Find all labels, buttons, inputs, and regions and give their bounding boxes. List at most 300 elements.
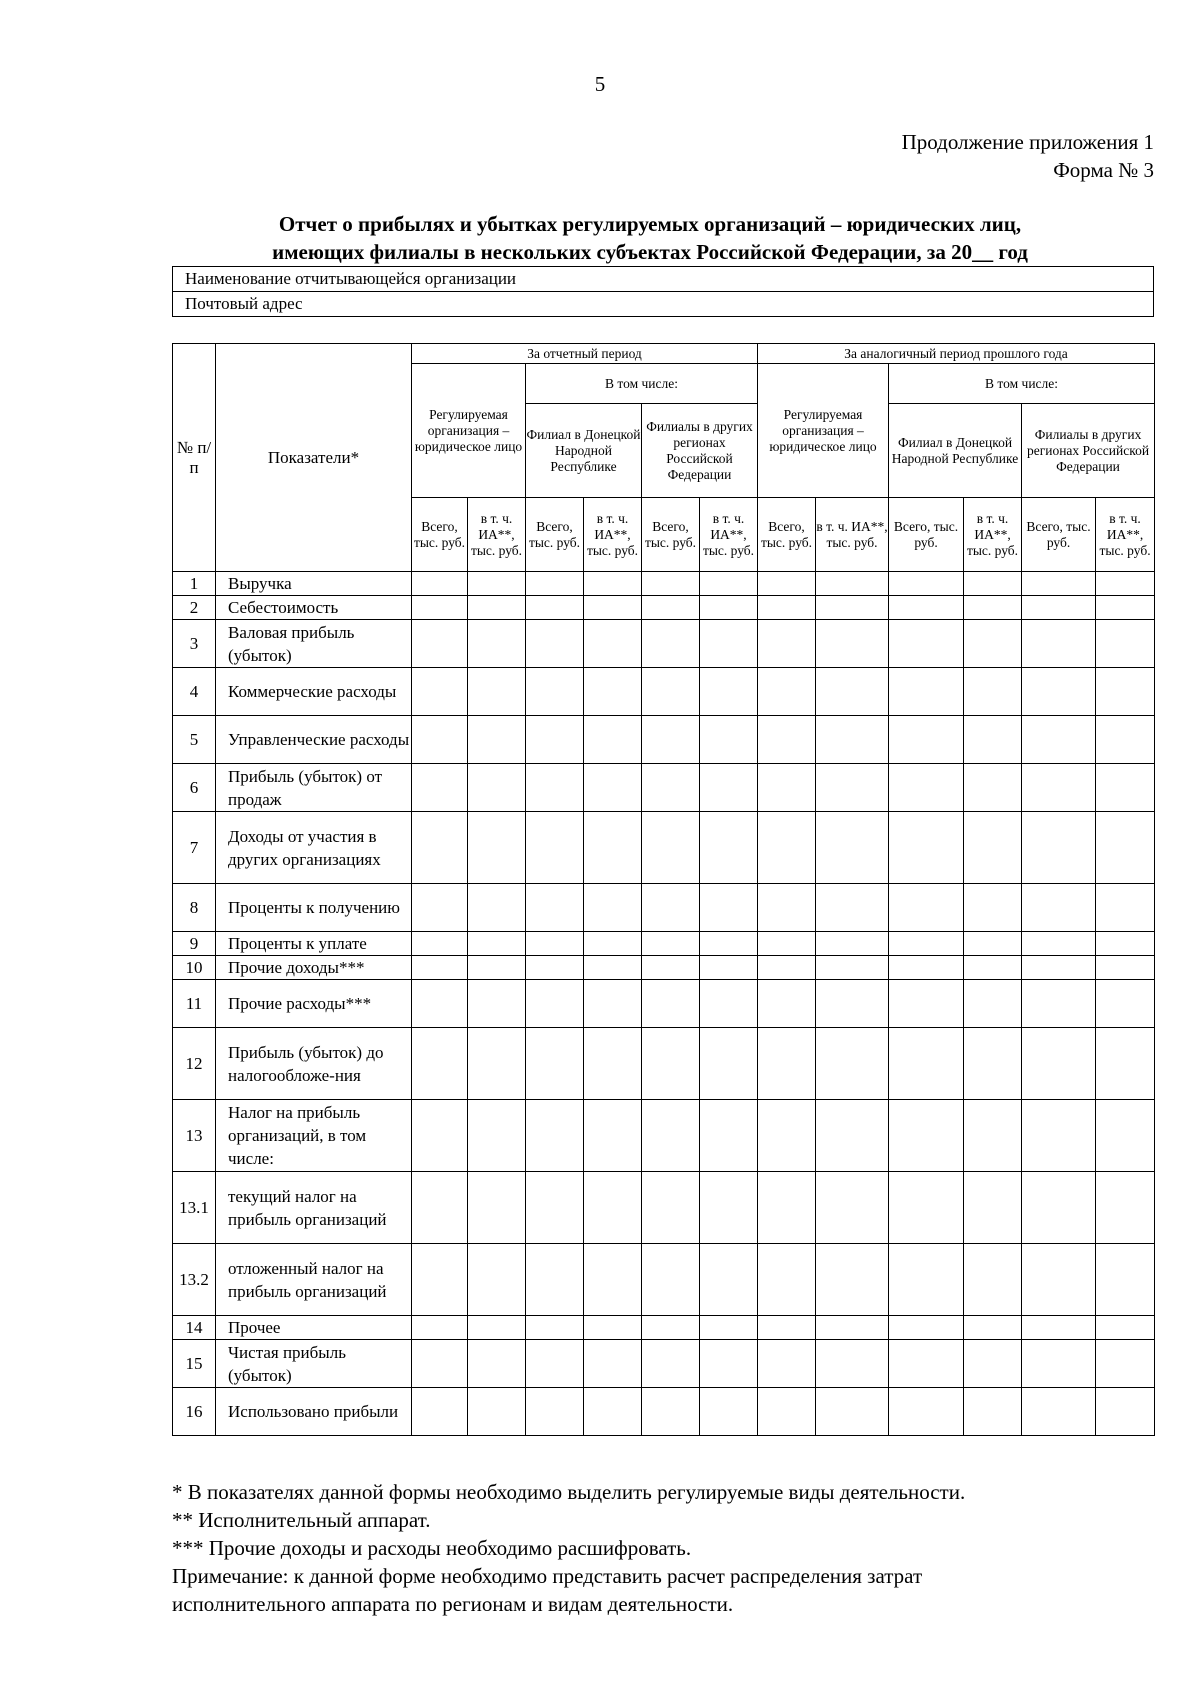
value-cell[interactable] [642,620,700,668]
table-row [173,1244,1155,1316]
value-cell[interactable] [642,1028,700,1100]
row-indicator-label: отложенный налог на прибыль организаций [216,1244,412,1316]
value-cell[interactable] [700,932,758,956]
value-cell[interactable] [816,1340,889,1388]
value-cell[interactable] [889,1388,964,1436]
value-cell[interactable] [1096,956,1155,980]
row-indicator-label: Проценты к получению [216,884,412,932]
col-header-current-period: За отчетный период [412,344,758,364]
col-header-total: Всего, тыс. руб. [642,498,700,572]
table-row [173,1028,1155,1100]
value-cell[interactable] [584,1340,642,1388]
value-cell[interactable] [412,932,468,956]
value-cell[interactable] [700,716,758,764]
value-cell[interactable] [758,1340,816,1388]
value-cell[interactable] [816,620,889,668]
value-cell[interactable] [412,1172,468,1244]
row-number: 16 [173,1388,216,1436]
value-cell[interactable] [468,980,526,1028]
value-cell[interactable] [964,1028,1022,1100]
value-cell[interactable] [816,716,889,764]
value-cell[interactable] [700,668,758,716]
value-cell[interactable] [1096,764,1155,812]
value-cell[interactable] [642,668,700,716]
value-cell[interactable] [889,1340,964,1388]
row-indicator-label: Чистая прибыль (убыток) [216,1340,412,1388]
value-cell[interactable] [964,1244,1022,1316]
value-cell[interactable] [412,716,468,764]
value-cell[interactable] [964,716,1022,764]
value-cell[interactable] [584,884,642,932]
value-cell[interactable] [412,1340,468,1388]
row-indicator-label: Прочие доходы*** [216,956,412,980]
col-header-including: В том числе: [526,364,758,404]
value-cell[interactable] [1022,1028,1096,1100]
value-cell[interactable] [584,812,642,884]
value-cell[interactable] [758,956,816,980]
value-cell[interactable] [700,1388,758,1436]
value-cell[interactable] [642,596,700,620]
table-row [173,1316,1155,1340]
value-cell[interactable] [468,1316,526,1340]
row-number: 9 [173,932,216,956]
title-line-1: Отчет о прибылях и убытках регулируемых организаций – юридических лиц, [278,212,1022,236]
value-cell[interactable] [700,1340,758,1388]
footnote: ** Исполнительный аппарат. [172,1508,431,1532]
value-cell[interactable] [468,1172,526,1244]
value-cell[interactable] [816,1100,889,1172]
report-table [172,343,1155,1436]
value-cell[interactable] [964,884,1022,932]
value-cell[interactable] [412,1316,468,1340]
value-cell[interactable] [468,812,526,884]
value-cell[interactable] [468,1028,526,1100]
value-cell[interactable] [758,1316,816,1340]
value-cell[interactable] [526,884,584,932]
title-line-2: имеющих филиалы в нескольких субъектах Российской Федерации, за 20__ год [272,240,1028,264]
value-cell[interactable] [642,572,700,596]
value-cell[interactable] [584,1100,642,1172]
value-cell[interactable] [642,764,700,812]
value-cell[interactable] [816,980,889,1028]
col-header-total: Всего, тыс. руб. [526,498,584,572]
value-cell[interactable] [584,596,642,620]
table-row [173,812,1155,884]
value-cell[interactable] [889,1244,964,1316]
col-header-total: Всего, тыс. руб. [1022,498,1096,572]
value-cell[interactable] [526,1340,584,1388]
value-cell[interactable] [1022,1388,1096,1436]
row-number: 1 [173,572,216,596]
appendix-caption [902,128,1154,184]
value-cell[interactable] [1096,980,1155,1028]
col-header-incl-ia: в т. ч. ИА**, тыс. руб. [816,498,889,572]
page-number: 5 [594,72,606,96]
value-cell[interactable] [1022,668,1096,716]
col-header-incl-ia: в т. ч. ИА**, тыс. руб. [1096,498,1155,572]
value-cell[interactable] [758,1388,816,1436]
value-cell[interactable] [964,812,1022,884]
value-cell[interactable] [526,716,584,764]
value-cell[interactable] [964,620,1022,668]
value-cell[interactable] [700,572,758,596]
value-cell[interactable] [700,1316,758,1340]
value-cell[interactable] [758,668,816,716]
col-header-num: № п/п [173,344,216,572]
appendix-line: Продолжение приложения 1 [901,130,1154,154]
value-cell[interactable] [642,980,700,1028]
value-cell[interactable] [1022,884,1096,932]
row-number: 13.1 [173,1172,216,1244]
value-cell[interactable] [584,1028,642,1100]
value-cell[interactable] [889,764,964,812]
value-cell[interactable] [816,956,889,980]
row-number: 2 [173,596,216,620]
row-indicator-label: текущий налог на прибыль организаций [216,1172,412,1244]
row-indicator-label: Управленческие расходы [216,716,412,764]
table-row [173,980,1155,1028]
value-cell[interactable] [758,884,816,932]
value-cell[interactable] [758,980,816,1028]
value-cell[interactable] [1096,596,1155,620]
value-cell[interactable] [964,1388,1022,1436]
value-cell[interactable] [412,956,468,980]
value-cell[interactable] [964,1340,1022,1388]
form-number: Форма № 3 [1053,158,1154,182]
col-header-branch-dnr: Филиал в Донецкой Народной Республике [526,404,642,498]
value-cell[interactable] [584,1316,642,1340]
value-cell[interactable] [642,812,700,884]
table-row [173,764,1155,812]
table-row [173,1388,1155,1436]
value-cell[interactable] [700,812,758,884]
col-header-indicator: Показатели* [216,344,412,572]
value-cell[interactable] [700,596,758,620]
value-cell[interactable] [412,1244,468,1316]
value-cell[interactable] [1096,1340,1155,1388]
value-cell[interactable] [758,932,816,956]
value-cell[interactable] [1022,620,1096,668]
value-cell[interactable] [889,980,964,1028]
value-cell[interactable] [700,1028,758,1100]
value-cell[interactable] [816,1172,889,1244]
value-cell[interactable] [1096,932,1155,956]
col-header-including: В том числе: [889,364,1155,404]
value-cell[interactable] [816,1316,889,1340]
value-cell[interactable] [642,1388,700,1436]
value-cell[interactable] [758,764,816,812]
value-cell[interactable] [412,572,468,596]
value-cell[interactable] [700,884,758,932]
value-cell[interactable] [468,764,526,812]
row-number: 7 [173,812,216,884]
value-cell[interactable] [889,884,964,932]
value-cell[interactable] [816,596,889,620]
row-number: 6 [173,764,216,812]
value-cell[interactable] [1022,596,1096,620]
value-cell[interactable] [816,668,889,716]
value-cell[interactable] [412,596,468,620]
value-cell[interactable] [642,1316,700,1340]
row-indicator-label: Доходы от участия в других организациях [216,812,412,884]
value-cell[interactable] [889,812,964,884]
row-indicator-label: Прочие расходы*** [216,980,412,1028]
table-row [173,716,1155,764]
row-number: 13 [173,1100,216,1172]
value-cell[interactable] [1096,884,1155,932]
table-row [173,884,1155,932]
value-cell[interactable] [1096,1316,1155,1340]
value-cell[interactable] [584,620,642,668]
row-number: 15 [173,1340,216,1388]
value-cell[interactable] [526,572,584,596]
value-cell[interactable] [526,620,584,668]
value-cell[interactable] [412,620,468,668]
value-cell[interactable] [1096,1172,1155,1244]
footnote: *** Прочие доходы и расходы необходимо расшифровать. [172,1536,692,1560]
value-cell[interactable] [758,572,816,596]
value-cell[interactable] [889,932,964,956]
row-number: 4 [173,668,216,716]
row-indicator-label: Коммерческие расходы [216,668,412,716]
postal-address-field[interactable]: Почтовый адрес [173,292,1154,317]
value-cell[interactable] [468,716,526,764]
value-cell[interactable] [526,596,584,620]
value-cell[interactable] [468,932,526,956]
value-cell[interactable] [526,1172,584,1244]
value-cell[interactable] [412,884,468,932]
note-line: Примечание: к данной форме необходимо представить расчет распределения затрат [172,1564,923,1588]
value-cell[interactable] [889,668,964,716]
value-cell[interactable] [889,596,964,620]
value-cell[interactable] [584,668,642,716]
value-cell[interactable] [700,1244,758,1316]
col-header-incl-ia: в т. ч. ИА**, тыс. руб. [468,498,526,572]
value-cell[interactable] [526,668,584,716]
row-indicator-label: Проценты к уплате [216,932,412,956]
value-cell[interactable] [526,1388,584,1436]
value-cell[interactable] [889,1100,964,1172]
value-cell[interactable] [412,1388,468,1436]
value-cell[interactable] [1022,1316,1096,1340]
value-cell[interactable] [584,1172,642,1244]
col-header-incl-ia: в т. ч. ИА**, тыс. руб. [584,498,642,572]
value-cell[interactable] [468,1244,526,1316]
value-cell[interactable] [468,620,526,668]
value-cell[interactable] [1022,572,1096,596]
value-cell[interactable] [964,980,1022,1028]
organization-info-table [172,266,1154,317]
value-cell[interactable] [758,716,816,764]
value-cell[interactable] [964,956,1022,980]
value-cell[interactable] [584,1388,642,1436]
value-cell[interactable] [964,1100,1022,1172]
value-cell[interactable] [758,1172,816,1244]
row-indicator-label: Выручка [216,572,412,596]
value-cell[interactable] [1096,1028,1155,1100]
value-cell[interactable] [1022,764,1096,812]
col-header-branches-other: Филиалы в других регионах Российской Федерации [642,404,758,498]
row-indicator-label: Валовая прибыль (убыток) [216,620,412,668]
value-cell[interactable] [468,572,526,596]
value-cell[interactable] [700,1172,758,1244]
value-cell[interactable] [526,1028,584,1100]
col-header-incl-ia: в т. ч. ИА**, тыс. руб. [700,498,758,572]
value-cell[interactable] [964,572,1022,596]
value-cell[interactable] [889,1316,964,1340]
value-cell[interactable] [468,1388,526,1436]
value-cell[interactable] [526,764,584,812]
col-header-branch-dnr: Филиал в Донецкой Народной Республике [889,404,1022,498]
value-cell[interactable] [526,1244,584,1316]
value-cell[interactable] [642,716,700,764]
row-number: 11 [173,980,216,1028]
row-number: 12 [173,1028,216,1100]
value-cell[interactable] [1022,980,1096,1028]
value-cell[interactable] [412,812,468,884]
value-cell[interactable] [412,980,468,1028]
row-number: 10 [173,956,216,980]
value-cell[interactable] [526,956,584,980]
value-cell[interactable] [889,1028,964,1100]
value-cell[interactable] [964,764,1022,812]
value-cell[interactable] [642,932,700,956]
value-cell[interactable] [889,620,964,668]
table-row [173,668,1155,716]
value-cell[interactable] [816,812,889,884]
value-cell[interactable] [964,1316,1022,1340]
value-cell[interactable] [1096,1100,1155,1172]
value-cell[interactable] [1096,716,1155,764]
row-indicator-label: Налог на прибыль организаций, в том числе: [216,1100,412,1172]
value-cell[interactable] [758,1028,816,1100]
value-cell[interactable] [1022,1172,1096,1244]
value-cell[interactable] [1022,1100,1096,1172]
value-cell[interactable] [642,1172,700,1244]
value-cell[interactable] [642,1100,700,1172]
value-cell[interactable] [700,980,758,1028]
value-cell[interactable] [642,884,700,932]
value-cell[interactable] [700,764,758,812]
value-cell[interactable] [468,1100,526,1172]
value-cell[interactable] [758,620,816,668]
col-header-prior-period: За аналогичный период прошлого года [758,344,1155,364]
value-cell[interactable] [584,1244,642,1316]
table-row [173,596,1155,620]
value-cell[interactable] [816,884,889,932]
value-cell[interactable] [816,932,889,956]
row-number: 3 [173,620,216,668]
value-cell[interactable] [468,1340,526,1388]
value-cell[interactable] [468,668,526,716]
value-cell[interactable] [889,716,964,764]
value-cell[interactable] [412,1028,468,1100]
value-cell[interactable] [889,1172,964,1244]
value-cell[interactable] [758,1244,816,1316]
note-line: исполнительного аппарата по регионам и видам деятельности. [172,1592,734,1616]
value-cell[interactable] [468,884,526,932]
value-cell[interactable] [700,956,758,980]
value-cell[interactable] [758,1100,816,1172]
col-header-branches-other: Филиалы в других регионах Российской Федерации [1022,404,1155,498]
value-cell[interactable] [584,980,642,1028]
value-cell[interactable] [1096,1388,1155,1436]
org-name-field[interactable]: Наименование отчитывающейся организации [173,267,1154,292]
value-cell[interactable] [1096,1244,1155,1316]
value-cell[interactable] [816,572,889,596]
value-cell[interactable] [1096,668,1155,716]
value-cell[interactable] [468,596,526,620]
value-cell[interactable] [1022,812,1096,884]
value-cell[interactable] [642,1340,700,1388]
value-cell[interactable] [1096,812,1155,884]
value-cell[interactable] [964,596,1022,620]
value-cell[interactable] [526,1316,584,1340]
value-cell[interactable] [584,932,642,956]
value-cell[interactable] [1022,1340,1096,1388]
value-cell[interactable] [700,620,758,668]
value-cell[interactable] [816,1388,889,1436]
table-row [173,956,1155,980]
footnotes [172,1478,1172,1618]
value-cell[interactable] [526,812,584,884]
value-cell[interactable] [584,956,642,980]
value-cell[interactable] [816,1028,889,1100]
value-cell[interactable] [700,1100,758,1172]
value-cell[interactable] [412,668,468,716]
value-cell[interactable] [526,1100,584,1172]
row-indicator-label: Себестоимость [216,596,412,620]
row-indicator-label: Прочее [216,1316,412,1340]
value-cell[interactable] [758,596,816,620]
value-cell[interactable] [964,1172,1022,1244]
value-cell[interactable] [526,980,584,1028]
value-cell[interactable] [1022,1244,1096,1316]
row-indicator-label: Прибыль (убыток) до налогообложе-ния [216,1028,412,1100]
value-cell[interactable] [816,1244,889,1316]
table-row [173,620,1155,668]
value-cell[interactable] [889,956,964,980]
col-header-regulated-org: Регулируемая организация – юридическое лицо [412,364,526,498]
value-cell[interactable] [642,1244,700,1316]
value-cell[interactable] [889,572,964,596]
value-cell[interactable] [1022,956,1096,980]
col-header-incl-ia: в т. ч. ИА**, тыс. руб. [964,498,1022,572]
table-row [173,932,1155,956]
value-cell[interactable] [584,764,642,812]
value-cell[interactable] [526,932,584,956]
value-cell[interactable] [964,932,1022,956]
table-row [173,1172,1155,1244]
col-header-total: Всего, тыс. руб. [758,498,816,572]
value-cell[interactable] [1096,572,1155,596]
value-cell[interactable] [1022,716,1096,764]
value-cell[interactable] [758,812,816,884]
value-cell[interactable] [1096,620,1155,668]
value-cell[interactable] [584,572,642,596]
value-cell[interactable] [1022,932,1096,956]
value-cell[interactable] [412,1100,468,1172]
document-title [150,210,1150,266]
value-cell[interactable] [412,764,468,812]
value-cell[interactable] [642,956,700,980]
value-cell[interactable] [584,716,642,764]
value-cell[interactable] [964,668,1022,716]
col-header-total: Всего, тыс. руб. [889,498,964,572]
col-header-total: Всего, тыс. руб. [412,498,468,572]
value-cell[interactable] [816,764,889,812]
value-cell[interactable] [468,956,526,980]
